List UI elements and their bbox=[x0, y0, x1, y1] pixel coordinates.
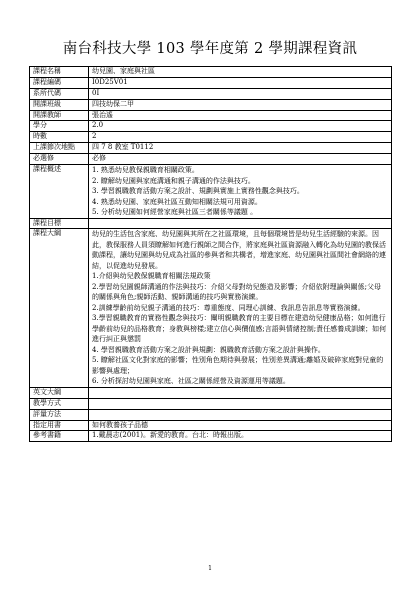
value-english-outline bbox=[89, 387, 392, 398]
label-credits: 學分 bbox=[30, 121, 89, 132]
row-english-outline bbox=[30, 387, 392, 398]
row-course-code bbox=[30, 77, 392, 88]
value-schedule: 四 7 8 教室 T0112 bbox=[89, 143, 392, 154]
label-outline: 課程大綱 bbox=[30, 229, 89, 388]
value-credits: 2.0 bbox=[89, 121, 392, 132]
value-course-name: 幼兒園、家庭與社區 bbox=[89, 67, 392, 78]
label-required: 必選修 bbox=[30, 154, 89, 165]
row-class bbox=[30, 99, 392, 110]
overview-item: 4. 熟悉幼兒園、家庭與社區互動知相關法規可用資源。 bbox=[92, 197, 262, 206]
row-goal bbox=[30, 218, 392, 229]
row-required bbox=[30, 154, 392, 165]
label-english-outline: 英文大綱 bbox=[30, 387, 89, 398]
value-course-code: I0D25V01 bbox=[89, 77, 392, 88]
outline-paragraph: 5. 瞭解社區文化對家庭的影響；性別角色期待與發展；性別差異溝通;離婚及破碎家庭對兒童的影響與處理； bbox=[92, 356, 384, 375]
row-textbook bbox=[30, 420, 392, 431]
row-references bbox=[30, 431, 392, 442]
label-assessment: 評量方法 bbox=[30, 409, 89, 420]
value-goal bbox=[89, 218, 392, 229]
value-outline bbox=[89, 229, 392, 388]
value-assessment bbox=[89, 409, 392, 420]
row-teacher bbox=[30, 110, 392, 121]
row-schedule bbox=[30, 143, 392, 154]
label-dept-code: 系所代碼 bbox=[30, 88, 89, 99]
label-hours: 時數 bbox=[30, 132, 89, 143]
value-teaching-method bbox=[89, 398, 392, 409]
overview-item: 2. 瞭解幼兒園與家庭溝通和親子溝通的作法與技巧。 bbox=[92, 176, 255, 185]
label-class: 開課班級 bbox=[30, 99, 89, 110]
label-goal: 課程目標 bbox=[30, 218, 89, 229]
value-hours: 2 bbox=[89, 132, 392, 143]
label-references: 參考書籍 bbox=[30, 431, 89, 442]
value-class: 四技幼保二甲 bbox=[89, 99, 392, 110]
value-required: 必修 bbox=[89, 154, 392, 165]
label-overview: 課程概述 bbox=[30, 165, 89, 219]
label-teacher: 開課教師 bbox=[30, 110, 89, 121]
value-textbook: 如何教養孩子品德 bbox=[89, 420, 392, 431]
label-course-code: 課程編碼 bbox=[30, 77, 89, 88]
row-outline bbox=[30, 229, 392, 388]
label-textbook: 指定用書 bbox=[30, 420, 89, 431]
outline-paragraph: 2.訓練學齡前幼兒親子溝通的技巧：尊重態度、同理心訓練、我訊息告訊息等實務演練。 bbox=[92, 303, 365, 312]
row-dept-code bbox=[30, 88, 392, 99]
outline-paragraph: 1.介紹與幼兒教保親職育相關法規政策 bbox=[92, 272, 211, 281]
outline-paragraph: 2.學習幼兒園親師溝通的作法與技巧：介紹父母對幼兒態造及影響；介紹依附理論與關係;父母的關係與角色;親師活動、親師溝通的技巧與實務演練。 bbox=[92, 282, 382, 302]
outline-paragraph: 4. 學習親職教育活動方案之設計與規劃：親職教育活動方案之設計與操作。 bbox=[92, 345, 325, 354]
row-credits bbox=[30, 121, 392, 132]
overview-item: 1. 熟悉幼兒教保親職育相關政策。 bbox=[92, 166, 199, 175]
page-title: 南台科技大學 103 學年度第 2 學期課程資訊 bbox=[62, 41, 358, 57]
outline-paragraph: 幼兒的生活包含家庭、幼兒園與其所在之社區環境，且每個環境皆是幼兒生活經驗的來源。因此，教保服務人員須瞭解如何進行親師之間合作，將家庭與社區資源融入轉化為幼兒園的教保活動課程，讓幼兒園與幼兒成為社區的參與者和共構者，增進家庭、幼兒園與社區間社會網絡的連結，以促進幼兒發展。 bbox=[92, 230, 386, 270]
row-hours bbox=[30, 132, 392, 143]
overview-item: 5. 分析幼兒園如何經營家庭與社區三者關係等議題 。 bbox=[92, 208, 258, 217]
label-schedule: 上課節次地點 bbox=[30, 143, 89, 154]
row-teaching-method bbox=[30, 398, 392, 409]
label-teaching-method: 教學方式 bbox=[30, 398, 89, 409]
course-info-table bbox=[29, 66, 392, 442]
overview-item: 3. 學習親職教育活動方案之設計、規劃與實施上實務性觀念與技巧。 bbox=[92, 187, 304, 196]
row-overview bbox=[30, 165, 392, 219]
value-overview bbox=[89, 165, 392, 219]
value-references: 1.戴晨志(2001)。新愛的教育。台北：時報出版。 bbox=[89, 431, 392, 442]
label-course-name: 課程名稱 bbox=[30, 67, 89, 78]
value-dept-code: 0I bbox=[89, 88, 392, 99]
value-teacher: 張治遙 bbox=[89, 110, 392, 121]
outline-paragraph: 3.學習親職教育的實務性觀念與技巧：闡明親職教育的主要目標在建造幼兒健康品格；如何進行學齡前幼兒的品格教育；身教與榜樣;建立信心與價值感;言語與情緒控制;責任感養成訓練；如何進行糾正與懲罰 bbox=[92, 314, 387, 344]
row-assessment bbox=[30, 409, 392, 420]
row-course-name bbox=[30, 67, 392, 78]
outline-paragraph: 6. 分析探討幼兒園與家庭、社區之關係經營及資源運用等議題。 bbox=[92, 377, 290, 386]
page-number: 1 bbox=[208, 565, 212, 572]
